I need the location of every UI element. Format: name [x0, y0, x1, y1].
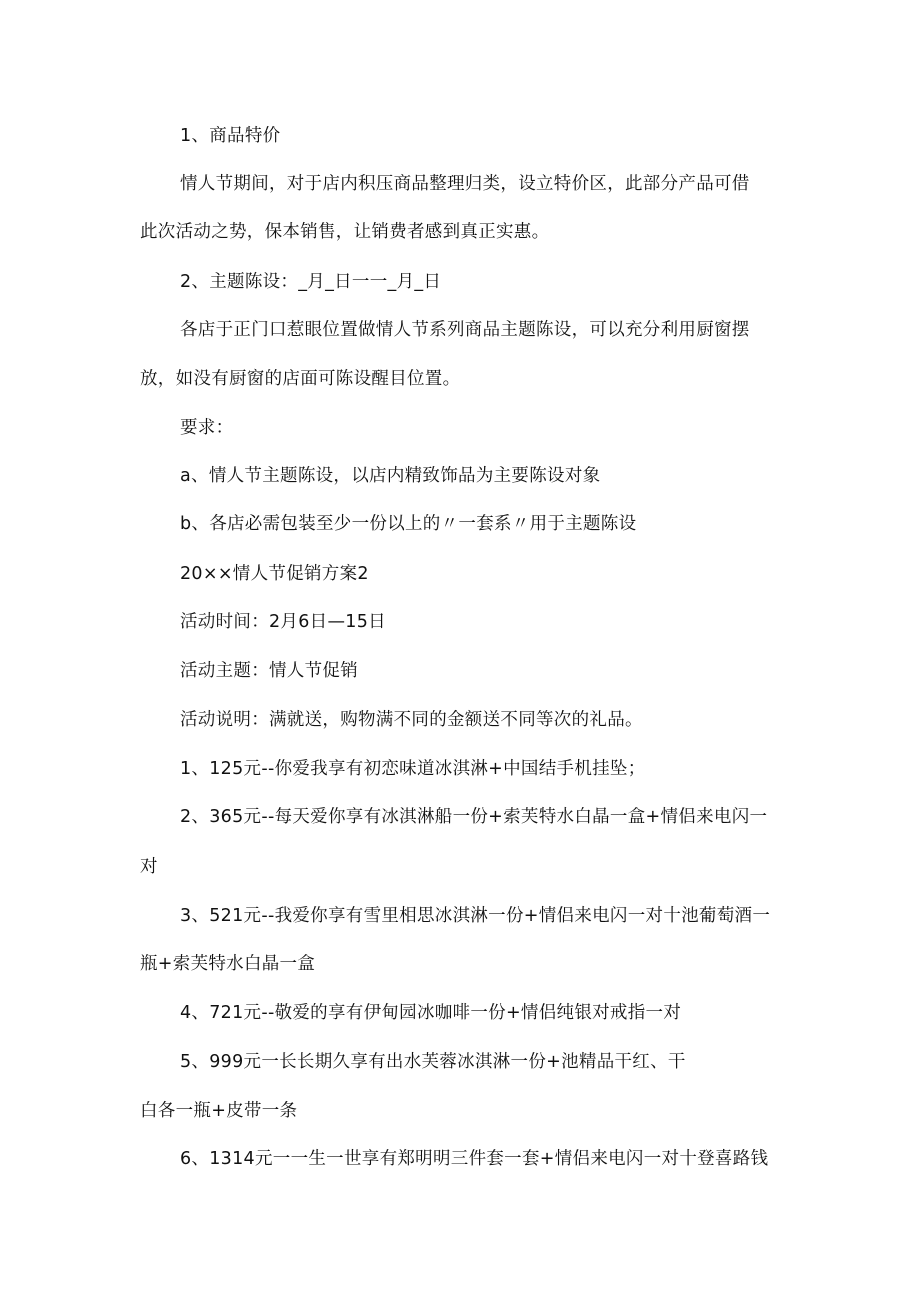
tier-125: 1、125元--你爱我享有初恋味道冰淇淋+中国结手机挂坠； [180, 759, 646, 779]
paragraph-special-price-line2: 此次活动之势，保本销售，让销费者感到真正实惠。 [140, 222, 550, 242]
tier-999-line1: 5、999元一长长期久享有出水芙蓉冰淇淋一份+池精品干红、干 [180, 1052, 686, 1072]
tier-365-line1: 2、365元--每天爱你享有冰淇淋船一份+索芙特水白晶一盒+情侣来电闪一 [180, 807, 768, 827]
tier-521-line1: 3、521元--我爱你享有雪里相思冰淇淋一份+情侣来电闪一对十池葡萄酒一 [180, 906, 771, 926]
activity-time: 活动时间：2月6日—15日 [180, 612, 386, 632]
tier-1314: 6、1314元一一生一世享有郑明明三件套一套+情侣来电闪一对十登喜路钱 [180, 1149, 769, 1169]
paragraph-special-price-line1: 情人节期间，对于店内积压商品整理归类，设立特价区，此部分产品可借 [180, 174, 750, 194]
requirement-b: b、各店必需包装至少一份以上的〃一套系〃用于主题陈设 [180, 514, 637, 534]
paragraph-theme-display-line1: 各店于正门口惹眼位置做情人节系列商品主题陈设，可以充分利用厨窗摆 [180, 320, 750, 340]
paragraph-theme-display-line2: 放，如没有厨窗的店面可陈设醒目位置。 [140, 369, 461, 389]
section-heading-theme-display: 2、主题陈设：_月_日一一_月_日 [180, 272, 442, 292]
plan-title: 20××情人节促销方案2 [180, 564, 369, 584]
activity-description: 活动说明：满就送，购物满不同的金额送不同等次的礼品。 [180, 710, 643, 730]
tier-521-line2: 瓶+索芙特水白晶一盒 [140, 954, 316, 974]
requirement-a: a、情人节主题陈设，以店内精致饰品为主要陈设对象 [180, 466, 601, 486]
tier-365-line2: 对 [140, 857, 158, 877]
section-heading-special-price: 1、商品特价 [180, 126, 281, 146]
requirements-label: 要求： [180, 418, 234, 438]
tier-721: 4、721元--敬爱的享有伊甸园冰咖啡一份+情侣纯银对戒指一对 [180, 1003, 682, 1023]
tier-999-line2: 白各一瓶+皮带一条 [140, 1101, 298, 1121]
activity-theme: 活动主题：情人节促销 [180, 661, 358, 681]
